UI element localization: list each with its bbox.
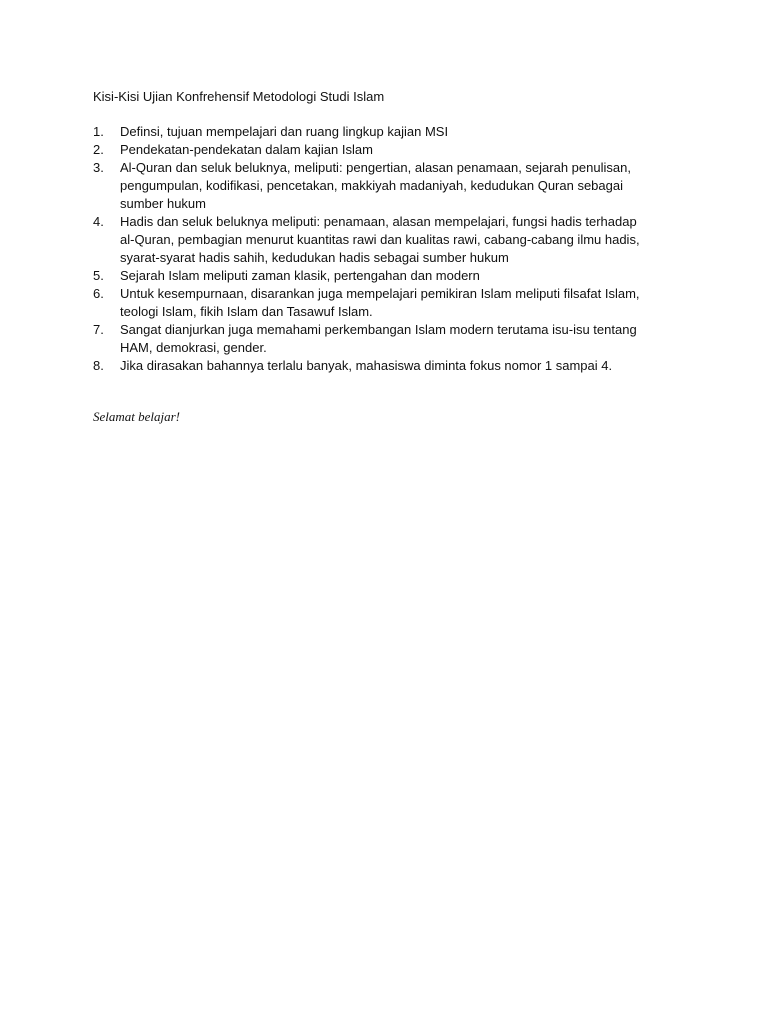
list-item [93,321,693,357]
list-item [93,141,693,159]
list-item-text: Sangat dianjurkan juga memahami perkembangan Islam modern terutama isu-isu tentang HAM, demokrasi, gender. [120,322,637,355]
list-item-number: 7. [93,322,104,337]
exam-outline-list [93,123,693,375]
list-item [93,285,693,321]
closing-note: Selamat belajar! [93,409,181,424]
list-item-text: Jika dirasakan bahannya terlalu banyak, mahasiswa diminta fokus nomor 1 sampai 4. [120,358,613,373]
list-item [93,159,693,213]
list-item-text: Pendekatan-pendekatan dalam kajian Islam [120,142,373,157]
document-title: Kisi-Kisi Ujian Konfrehensif Metodologi Studi Islam [93,89,385,104]
list-item [93,267,693,285]
list-item-text: Definsi, tujuan mempelajari dan ruang lingkup kajian MSI [120,124,449,139]
list-item-text: Sejarah Islam meliputi zaman klasik, pertengahan dan modern [120,268,480,283]
list-item [93,213,693,267]
list-item-number: 5. [93,268,104,283]
list-item-number: 1. [93,124,104,139]
list-item-text: Al-Quran dan seluk beluknya, meliputi: pengertian, alasan penamaan, sejarah penulisan, pengumpulan, kodifikasi, pencetakan, makkiyah madaniyah, kedudukan Quran sebagai sumber hukum [120,160,631,211]
list-item-number: 3. [93,160,104,175]
list-item [93,123,693,141]
list-item-text: Hadis dan seluk beluknya meliputi: penamaan, alasan mempelajari, fungsi hadis terhadap al-Quran, pembagian menurut kuantitas rawi dan kualitas rawi, cabang-cabang ilmu hadis, syarat-syarat hadis sahih, kedudukan hadis sebagai sumber hukum [120,214,640,265]
list-item-number: 8. [93,358,104,373]
list-item-text: Untuk kesempurnaan, disarankan juga mempelajari pemikiran Islam meliputi filsafat Islam, teologi Islam, fikih Islam dan Tasawuf Islam. [120,286,640,319]
list-item [93,357,693,375]
list-item-number: 2. [93,142,104,157]
list-item-number: 6. [93,286,104,301]
list-item-number: 4. [93,214,104,229]
